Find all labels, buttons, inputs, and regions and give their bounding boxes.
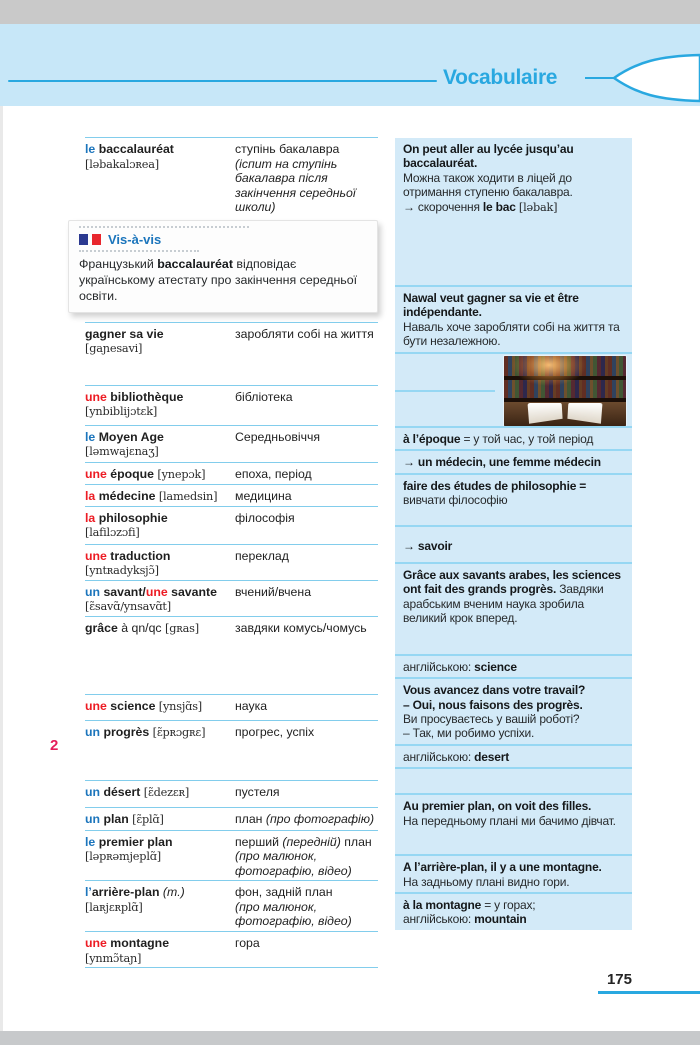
vocab-word: un savant/une savante [ɛ̃savɑ̃/ynsavɑ̃t] <box>85 585 235 614</box>
vocab-row <box>85 544 378 580</box>
example-line: → un médecin, une femme médecin <box>403 455 601 470</box>
vocab-word: le Moyen Age [ləmwajɛnaʒ] <box>85 430 235 460</box>
vocab-word: grâce à qn/qc [gʀas] <box>85 620 199 635</box>
vocab-phonetic: [ləpʀəmjeplɑ̃] <box>85 850 161 864</box>
vocab-word: un progrès [ɛ̃pʀɔgʀɛ] <box>85 724 206 739</box>
example-block <box>395 654 632 677</box>
bottom-gray-strip <box>0 1031 700 1045</box>
vocab-phonetic: [ɛ̃savɑ̃/ynsavɑ̃t] <box>85 600 171 614</box>
vocab-phonetic: [ynepɔk] <box>154 467 206 481</box>
library-open-book-photo <box>504 356 626 426</box>
vocab-rows-top <box>68 137 378 217</box>
vocab-row <box>85 880 378 931</box>
example-block <box>395 793 632 854</box>
vocab-phonetic: [ynmɔ̃taɲ] <box>85 951 142 965</box>
vocab-translation: бібліотека <box>235 389 293 404</box>
footer-rule <box>598 991 700 994</box>
vocab-row <box>85 780 378 807</box>
vocab-phonetic: [ɛ̃dezɛʀ] <box>140 785 190 799</box>
header-rule <box>8 80 437 82</box>
header-lens-shape <box>585 50 700 106</box>
vocab-table <box>68 137 378 968</box>
vocab-phonetic: [ynsjɑ̃s] <box>155 699 202 713</box>
example-line: faire des études de philosophie = <box>403 478 587 493</box>
example-block <box>395 426 632 449</box>
vocab-row <box>85 931 378 968</box>
vocab-phonetic: [yntʀadyksjɔ̃] <box>85 564 159 578</box>
french-flag-icon <box>79 234 101 245</box>
dotted-rule <box>79 226 249 228</box>
vocab-row <box>85 425 378 462</box>
visavis-title-row <box>79 232 367 247</box>
vocab-word: gagner sa vie [gaɲesavi] <box>85 327 235 383</box>
vocab-phonetic: [ləmwajɛnaʒ] <box>85 445 159 459</box>
vocab-phonetic: [lafilɔzɔfi] <box>85 526 140 540</box>
vocab-word: une traduction [yntʀadyksjɔ̃] <box>85 549 235 578</box>
vocab-row <box>85 616 378 694</box>
example-line: → savoir <box>403 538 453 553</box>
vocab-phonetic: [laʀjɛʀplɑ̃] <box>85 900 143 914</box>
vocab-row <box>85 322 378 385</box>
example-line: Au premier plan, on voit des filles. <box>403 799 592 814</box>
example-line: – Так, ми робимо успіхи. <box>403 726 535 741</box>
vocab-row <box>85 580 378 616</box>
vocab-translation: перший (передній) план (про малюнок, фотографію, відео) <box>235 834 372 878</box>
vocab-row <box>85 720 378 780</box>
example-line: англійською: mountain <box>403 912 527 927</box>
vocab-word: une science [ynsjɑ̃s] <box>85 698 202 713</box>
vocab-translation: переклад <box>235 548 289 563</box>
vocab-translation: фон, задній план (про малюнок, фотографію, відео) <box>235 885 352 929</box>
vocab-translation: епоха, період <box>235 466 312 481</box>
example-block <box>395 138 632 285</box>
vocab-translation: пустеля <box>235 784 280 799</box>
vocab-translation: медицина <box>235 488 292 503</box>
vocab-row <box>85 694 378 720</box>
vocab-translation: вчений/вчена <box>235 584 312 599</box>
vocab-phonetic: [ɛ̃pʀɔgʀɛ] <box>149 725 206 739</box>
example-line: → скорочення le bac [ləbak] <box>403 199 558 214</box>
vocab-word: la médecine [lamedsin] <box>85 488 218 503</box>
vocab-row <box>85 462 378 484</box>
vocab-rows-bottom <box>68 322 378 968</box>
page-number: 175 <box>606 971 632 988</box>
vocab-row <box>85 484 378 506</box>
vocab-translation: ступінь бакалавра (іспит на ступінь бакалавра після закінчення середньої школи) <box>235 142 356 214</box>
visavis-text: Французький baccalauréat відповідає українському атестату про закінчення середньої освіти. <box>79 256 358 303</box>
vocab-word: le baccalauréat [ləbakalɔʀea] <box>85 142 235 215</box>
section-number: 2 <box>50 737 59 754</box>
vocab-word: l’arrière-plan (m.) [laʀjɛʀplɑ̃] <box>85 885 235 929</box>
example-line: On peut aller au lycée jusqu’au baccalauréat. <box>403 142 574 171</box>
visavis-note <box>68 220 378 313</box>
visavis-title: Vis-à-vis <box>108 231 162 247</box>
example-line: англійською: desert <box>403 749 509 764</box>
vocab-phonetic: [ləbakalɔʀea] <box>85 157 159 171</box>
vocab-row <box>85 385 378 425</box>
example-line: англійською: science <box>403 659 517 674</box>
example-block <box>395 744 632 767</box>
example-line: – Oui, nous faisons des progrès. <box>403 697 583 712</box>
example-photo-block <box>395 352 632 426</box>
example-block <box>395 854 632 892</box>
example-block <box>395 525 632 562</box>
example-line: На передньому плані ми бачимо дівчат. <box>403 813 616 828</box>
vocab-translation: план (про фотографію) <box>235 811 375 826</box>
vocab-row <box>85 807 378 830</box>
example-block <box>395 892 632 930</box>
vocab-word: la philosophie [lafilɔzɔfi] <box>85 511 235 542</box>
example-block <box>395 473 632 525</box>
page-title: Vocabulaire <box>443 66 558 89</box>
example-line: вивчати філософію <box>403 493 508 508</box>
example-line: На задньому плані видно гори. <box>403 874 570 889</box>
vocab-phonetic: [gʀas] <box>161 621 199 635</box>
vocab-phonetic: [ɛ̃plɑ̃] <box>128 812 164 826</box>
example-block <box>395 562 632 654</box>
vocab-phonetic: [lamedsin] <box>155 489 218 503</box>
open-book-shape <box>529 399 601 421</box>
example-line: Наваль хоче заробляти собі на життя та бути незалежною. <box>403 319 620 349</box>
dotted-rule <box>79 250 199 252</box>
vocab-row <box>85 506 378 544</box>
vocab-row <box>85 137 378 217</box>
example-block <box>395 767 632 793</box>
vocab-phonetic: [gaɲesavi] <box>85 342 143 356</box>
vocab-word: le premier plan [ləpʀəmjeplɑ̃] <box>85 835 235 879</box>
vocab-translation: Середньовіччя <box>235 429 321 444</box>
vocab-word: une bibliothèque [ynbiblijɔtɛk] <box>85 390 235 423</box>
vocab-word: un plan [ɛ̃plɑ̃] <box>85 811 164 826</box>
vocab-translation: завдяки комусь/чомусь <box>235 620 367 635</box>
examples-column <box>395 138 632 930</box>
example-block <box>395 285 632 352</box>
example-line: A l’arrière-plan, il y a une montagne. <box>403 860 602 875</box>
example-block <box>395 449 632 472</box>
vocab-translation: наука <box>235 698 268 713</box>
vocab-translation: філософія <box>235 510 295 525</box>
vocab-translation: прогрес, успіх <box>235 724 315 739</box>
top-gray-strip <box>0 0 700 24</box>
vocab-phonetic: [ynbiblijɔtɛk] <box>85 405 158 419</box>
example-line: Nawal veut gagner sa vie et être indépendante. <box>403 291 579 320</box>
example-block <box>395 677 632 744</box>
example-line: Можна також ходити в ліцей до отримання ступеню бакалавра. <box>403 170 573 200</box>
vocab-row <box>85 830 378 881</box>
example-line: Grâce aux savants arabes, les sciences ont fait des grands progrès. Завдяки арабським вченим наука зробила великий крок вперед. <box>403 567 621 625</box>
vocab-word: une montagne [ynmɔ̃taɲ] <box>85 936 235 965</box>
vocab-translation: заробляти собі на життя <box>235 326 374 341</box>
vocab-word: un désert [ɛ̃dezɛʀ] <box>85 784 190 799</box>
example-line: Ви просуваєтесь у вашій роботі? <box>403 711 580 726</box>
vocab-translation: гора <box>235 936 260 951</box>
vocab-word: une époque [ynepɔk] <box>85 466 206 481</box>
example-line: Vous avancez dans votre travail? <box>403 683 586 698</box>
example-line: à l’époque = у той час, у той період <box>403 432 594 446</box>
example-line: à la montagne = у горах; <box>403 897 536 912</box>
header-band <box>0 24 700 106</box>
